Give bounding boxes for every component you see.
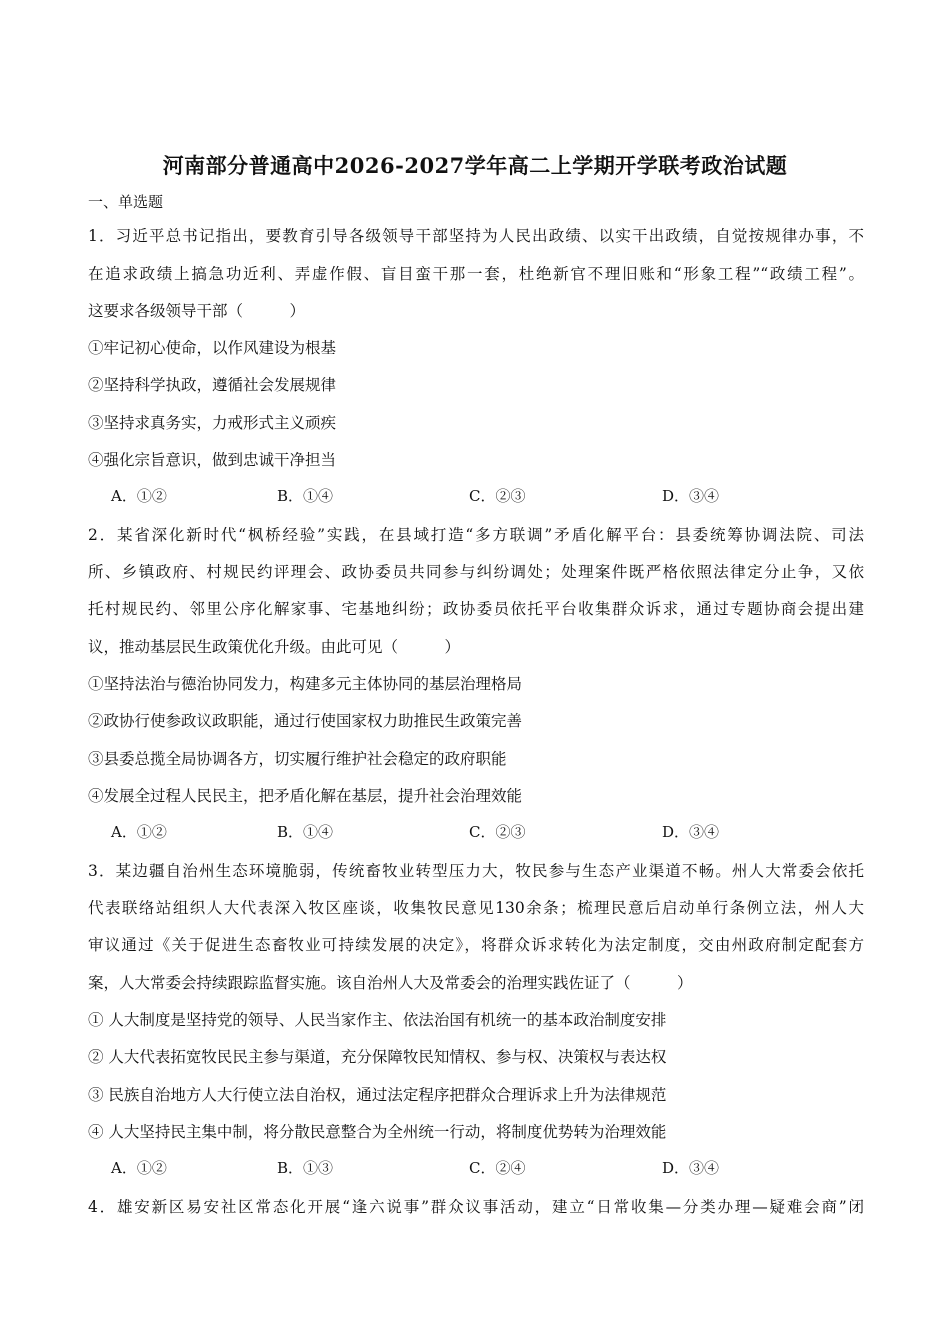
q1-option-a[interactable]: A．①② xyxy=(111,487,167,505)
q2-item-3: ③县委总揽全局协调各方，切实履行维护社会稳定的政府职能 xyxy=(88,750,507,768)
q1-item-3: ③坚持求真务实，力戒形式主义顽疾 xyxy=(88,414,337,432)
q3-item-2: ② 人大代表拓宽牧民民主参与渠道，充分保障牧民知情权、参与权、决策权与表达权 xyxy=(88,1048,667,1066)
q2-stem-line-4: 议，推动基层民生政策优化升级。由此可见（ ） xyxy=(88,638,461,656)
q1-stem-line-2: 在追求政绩上搞急功近利、弄虚作假、盲目蛮干那一套，杜绝新官不理旧账和“形象工程”“政绩工程”。 xyxy=(88,265,864,283)
q3-option-a[interactable]: A．①② xyxy=(111,1159,167,1177)
q1-option-c[interactable]: C．②③ xyxy=(469,487,526,505)
q2-stem-line-1: 2．某省深化新时代“枫桥经验”实践，在县域打造“多方联调”矛盾化解平台：县委统筹协调法院、司法 xyxy=(88,526,864,544)
q1-item-2: ②坚持科学执政，遵循社会发展规律 xyxy=(88,376,337,394)
q3-stem-line-4: 案，人大常委会持续跟踪监督实施。该自治州人大及常委会的治理实践佐证了（ ） xyxy=(88,974,693,992)
section-heading: 一、单选题 xyxy=(88,193,164,211)
q2-item-1: ①坚持法治与德治协同发力，构建多元主体协同的基层治理格局 xyxy=(88,675,523,693)
q2-stem-line-3: 托村规民约、邻里公序化解家事、宅基地纠纷；政协委员依托平台收集群众诉求，通过专题协商会提出建 xyxy=(88,600,864,618)
q2-item-2: ②政协行使参政议政职能，通过行使国家权力助推民生政策完善 xyxy=(88,712,523,730)
q3-item-3: ③ 民族自治地方人大行使立法自治权，通过法定程序把群众合理诉求上升为法律规范 xyxy=(88,1086,667,1104)
q2-option-c[interactable]: C．②③ xyxy=(469,823,526,841)
q3-stem-line-2: 代表联络站组织人大代表深入牧区座谈，收集牧民意见130余条；梳理民意后启动单行条例立法，州人大 xyxy=(88,899,864,917)
q3-option-b[interactable]: B．①③ xyxy=(277,1159,334,1177)
q4-stem-line-1: 4．雄安新区易安社区常态化开展“逢六说事”群众议事活动，建立“日常收集—分类办理—疑难会商”闭 xyxy=(88,1198,864,1216)
q1-option-d[interactable]: D．③④ xyxy=(662,487,720,505)
q2-option-a[interactable]: A．①② xyxy=(111,823,167,841)
q2-item-4: ④发展全过程人民民主，把矛盾化解在基层，提升社会治理效能 xyxy=(88,787,523,805)
q3-stem-line-1: 3．某边疆自治州生态环境脆弱，传统畜牧业转型压力大，牧民参与生态产业渠道不畅。州人大常委会依托 xyxy=(88,862,864,880)
q2-stem-line-2: 所、乡镇政府、村规民约评理会、政协委员共同参与纠纷调处；处理案件既严格依照法律定分止争，又依 xyxy=(88,563,864,581)
q3-stem-line-3: 审议通过《关于促进生态畜牧业可持续发展的决定》，将群众诉求转化为法定制度，交由州政府制定配套方 xyxy=(88,936,864,954)
q2-option-b[interactable]: B．①④ xyxy=(277,823,334,841)
q3-item-4: ④ 人大坚持民主集中制，将分散民意整合为全州统一行动，将制度优势转为治理效能 xyxy=(88,1123,667,1141)
q1-option-b[interactable]: B．①④ xyxy=(277,487,334,505)
q3-option-c[interactable]: C．②④ xyxy=(469,1159,526,1177)
page-title: 河南部分普通高中2026-2027学年高二上学期开学联考政治试题 xyxy=(162,153,788,178)
q1-item-4: ④强化宗旨意识，做到忠诚干净担当 xyxy=(88,451,337,469)
q3-item-1: ① 人大制度是坚持党的领导、人民当家作主、依法治国有机统一的基本政治制度安排 xyxy=(88,1011,667,1029)
q1-stem-line-1: 1．习近平总书记指出，要教育引导各级领导干部坚持为人民出政绩、以实干出政绩，自觉按规律办事，不 xyxy=(88,227,864,245)
q1-item-1: ①牢记初心使命，以作风建设为根基 xyxy=(88,339,337,357)
q3-option-d[interactable]: D．③④ xyxy=(662,1159,720,1177)
q2-option-d[interactable]: D．③④ xyxy=(662,823,720,841)
q1-stem-line-3: 这要求各级领导干部（ ） xyxy=(88,302,306,320)
